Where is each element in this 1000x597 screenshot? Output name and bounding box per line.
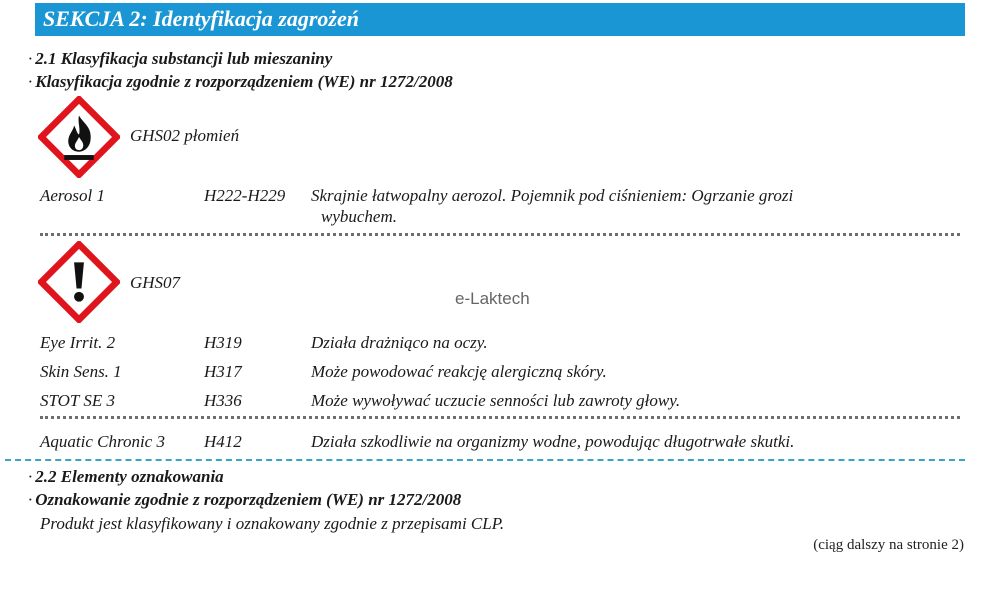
labelling-heading: · 2.2 Elementy oznakowania	[28, 467, 224, 486]
hazard-code: H336	[204, 391, 242, 410]
hazard-statement: Skrajnie łatwopalny aerozol. Pojemnik pod ciśnieniem: Ogrzanie grozi	[311, 186, 794, 205]
hazard-category: Eye Irrit. 2	[40, 333, 116, 352]
hazard-code: H412	[204, 432, 242, 451]
ghs07-label: GHS07	[130, 273, 181, 292]
hazard-category: STOT SE 3	[40, 391, 115, 410]
watermark-text: e-Laktech	[455, 289, 530, 308]
hazard-code: H317	[204, 362, 242, 381]
classification-heading: · 2.1 Klasyfikacja substancji lub mieszaniny	[28, 49, 333, 68]
hazard-code: H319	[204, 333, 242, 352]
hazard-statement: Działa drażniąco na oczy.	[311, 333, 488, 352]
hazard-statement: Może wywoływać uczucie senności lub zawroty głowy.	[311, 391, 681, 410]
dotted-separator	[40, 233, 960, 236]
classification-regulation: · Klasyfikacja zgodnie z rozporządzeniem (WE) nr 1272/2008	[28, 72, 453, 91]
hazard-code: H222-H229	[204, 186, 286, 205]
hazard-statement-continued: wybuchem.	[321, 207, 398, 226]
exclamation-pictogram-icon	[38, 241, 120, 323]
dashed-separator	[5, 459, 965, 461]
hazard-statement: Może powodować reakcję alergiczną skóry.	[311, 362, 607, 381]
dotted-separator	[40, 416, 960, 419]
section-title: SEKCJA 2: Identyfikacja zagrożeń	[43, 6, 359, 31]
section-header	[35, 3, 965, 36]
hazard-category: Aerosol 1	[40, 186, 106, 205]
flame-pictogram-icon	[38, 96, 120, 178]
labelling-regulation: · Oznakowanie zgodnie z rozporządzeniem (WE) nr 1272/2008	[28, 490, 462, 509]
hazard-statement: Działa szkodliwie na organizmy wodne, powodując długotrwałe skutki.	[311, 432, 795, 451]
hazard-category: Skin Sens. 1	[40, 362, 122, 381]
ghs02-label: GHS02 płomień	[130, 126, 240, 145]
labelling-note: Produkt jest klasyfikowany i oznakowany zgodnie z przepisami CLP.	[40, 514, 505, 533]
hazard-category: Aquatic Chronic 3	[40, 432, 165, 451]
continuation-note: (ciąg dalszy na stronie 2)	[813, 537, 964, 553]
